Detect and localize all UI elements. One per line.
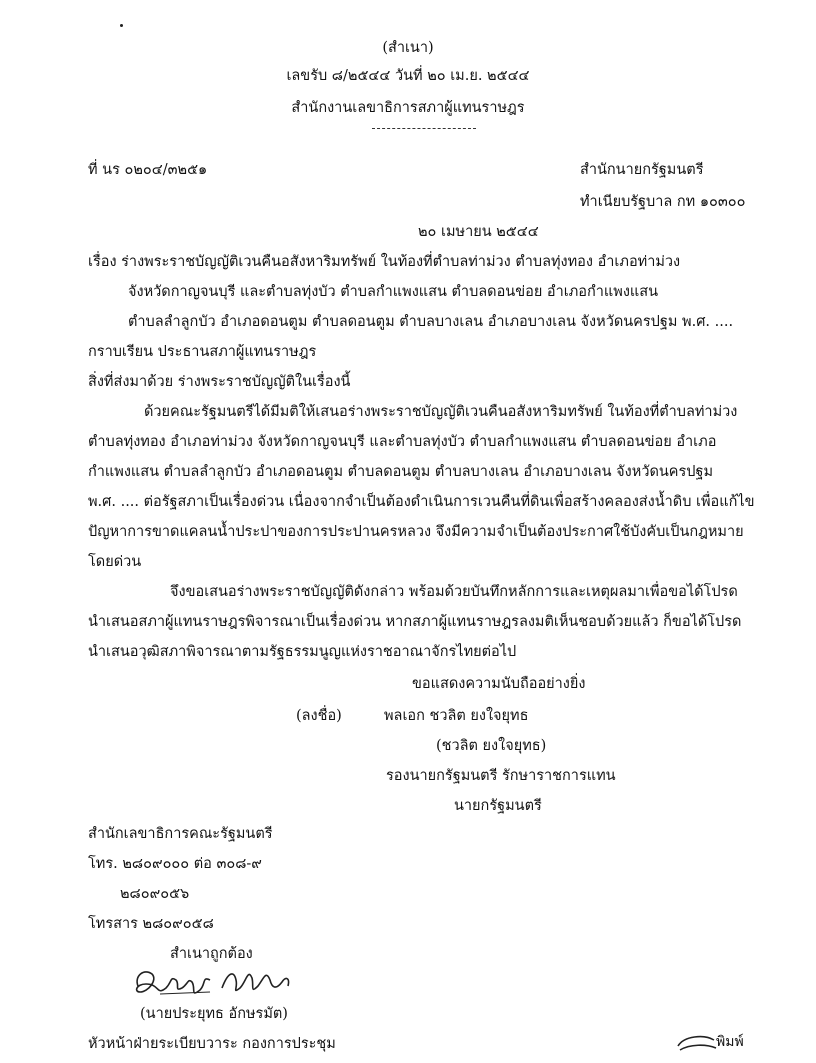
signed-label: (ลงชื่อ): [296, 708, 342, 724]
certified-copy-label: สำเนาถูกต้อง: [170, 946, 253, 962]
sender-office: สำนักนายกรัฐมนตรี: [580, 162, 704, 178]
sender-address: ทำเนียบรัฐบาล กท ๑๐๓๐๐: [580, 194, 746, 210]
stamp-label: พิมพ์: [716, 1034, 744, 1050]
body-line: โดยด่วน: [88, 554, 142, 570]
receipt-line: เลขรับ ๘/๒๕๔๔ วันที่ ๒๐ เม.ย. ๒๕๔๔: [286, 68, 530, 84]
body-line: นำเสนอสภาผู้แทนราษฎรพิจารณาเป็นเรื่องด่วน หากสภาผู้แทนราษฎรลงมติเห็นชอบด้วยแล้ว ก็ขอได้โปรด: [88, 614, 742, 630]
letter-date: ๒๐ เมษายน ๒๕๔๔: [418, 224, 539, 240]
body-line: ปัญหาการขาดแคลนน้ำประปาของการประปานครหลวง จึงมีความจำเป็นต้องประกาศใช้บังคับเป็นกฎหมาย: [88, 524, 744, 540]
footer-phone: ๒๘๐๙๐๕๖: [120, 886, 190, 902]
print-stamp: [674, 1026, 814, 1060]
receiving-office: สำนักงานเลขาธิการสภาผู้แทนราษฎร: [291, 100, 525, 116]
subject-line: จังหวัดกาญจนบุรี และตำบลทุ่งบัว ตำบลกำแพงแสน ตำบลดอนข่อย อำเภอกำแพงแสน: [128, 284, 659, 300]
closing: ขอแสดงความนับถืออย่างยิ่ง: [412, 676, 586, 692]
signer-name: พลเอก ชวลิต ยงใจยุทธ: [384, 708, 529, 724]
body-line: ด้วยคณะรัฐมนตรีได้มีมติให้เสนอร่างพระราชบัญญัติเวนคืนอสังหาริมทรัพย์ ในท้องที่ตำบลท่าม่วง: [144, 404, 738, 420]
speck-mark: [120, 24, 123, 27]
signer-title: นายกรัฐมนตรี: [454, 798, 542, 814]
footer-fax: โทรสาร ๒๘๐๙๐๕๘: [88, 916, 214, 932]
body-line: พ.ศ. .... ต่อรัฐสภาเป็นเรื่องด่วน เนื่องจากจำเป็นต้องดำเนินการเวนคืนที่ดินเพื่อสร้างคลองส่งน้ำดิบ เพื่อแก้ไข: [88, 494, 755, 510]
footer-phone: โทร. ๒๘๐๙๐๐๐ ต่อ ๓๐๘-๙: [88, 856, 262, 872]
body-line: นำเสนอวุฒิสภาพิจารณาตามรัฐธรรมนูญแห่งราชอาณาจักรไทยต่อไป: [88, 644, 517, 660]
certifier-name: (นายประยุทธ อักษรมัต): [140, 1006, 288, 1022]
enclosure-line: สิ่งที่ส่งมาด้วย ร่างพระราชบัญญัติในเรื่องนี้: [88, 374, 351, 390]
subject-line: เรื่อง ร่างพระราชบัญญัติเวนคืนอสังหาริมทรัพย์ ในท้องที่ตำบลท่าม่วง ตำบลทุ่งทอง อำเภอท่าม่วง: [88, 254, 681, 270]
stamp-swoosh-icon: [674, 1028, 718, 1058]
body-line: ตำบลทุ่งทอง อำเภอท่าม่วง จังหวัดกาญจนบุรี และตำบลทุ่งบัว ตำบลกำแพงแสน ตำบลดอนข่อย อำเภอ: [88, 434, 717, 450]
footer-office: สำนักเลขาธิการคณะรัฐมนตรี: [88, 826, 273, 842]
subject-line: ตำบลลำลูกบัว อำเภอดอนตูม ตำบลดอนตูม ตำบลบางเลน อำเภอบางเลน จังหวัดนครปฐม พ.ศ. ....: [128, 314, 734, 330]
body-line: กำแพงแสน ตำบลลำลูกบัว อำเภอดอนตูม ตำบลดอนตูม ตำบลบางเลน อำเภอบางเลน จังหวัดนครปฐม: [88, 464, 714, 480]
signer-title: รองนายกรัฐมนตรี รักษาราชการแทน: [386, 768, 616, 784]
copy-label: (สำเนา): [382, 40, 434, 56]
header-separator: [372, 128, 476, 129]
body-line: จึงขอเสนอร่างพระราชบัญญัติดังกล่าว พร้อมด้วยบันทึกหลักการและเหตุผลมาเพื่อขอได้โปรด: [170, 584, 738, 600]
reference-number: ที่ นร ๐๒๐๔/๓๒๕๑: [88, 162, 208, 178]
handwritten-signature: [130, 958, 300, 1006]
salutation: กราบเรียน ประธานสภาผู้แทนราษฎร: [88, 344, 317, 360]
certifier-position: หัวหน้าฝ่ายระเบียบวาระ กองการประชุม: [88, 1036, 336, 1052]
signer-name-parenthetical: (ชวลิต ยงใจยุทธ): [436, 738, 547, 754]
